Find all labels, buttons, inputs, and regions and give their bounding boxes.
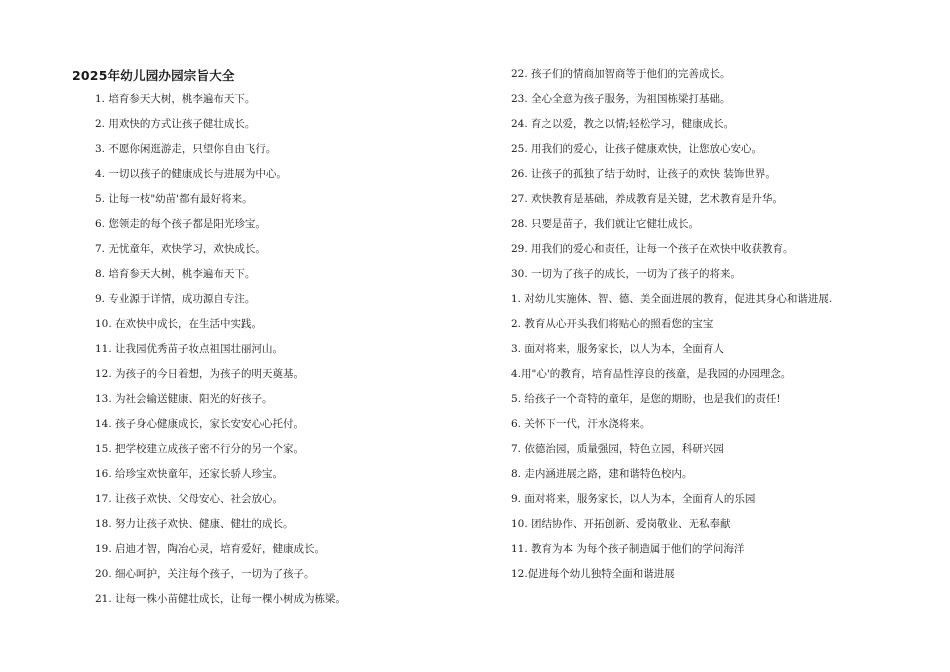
- list-item: 9. 专业源于详情，成功源自专注。: [95, 293, 256, 305]
- list-item: 5. 给孩子一个奇特的童年，是您的期盼，也是我们的责任!: [511, 393, 781, 405]
- list-item: 12. 为孩子的今日着想，为孩子的明天奠基。: [95, 368, 305, 380]
- list-item: 2. 用欢快的方式让孩子健壮成长。: [95, 118, 256, 130]
- list-item: 13. 为社会输送健康、阳光的好孩子。: [95, 393, 273, 405]
- list-item: 3. 面对将来，服务家长，以人为本，全面育人: [511, 343, 724, 355]
- list-item: 24. 育之以爱，教之以情;轻松学习，健康成长。: [511, 118, 735, 130]
- list-item: 6. 您领走的每个孩子都是阳光珍宝。: [95, 218, 266, 230]
- list-item: 21. 让每一株小苗健壮成长，让每一棵小树成为栋梁。: [95, 593, 347, 605]
- list-item: 9. 面对将来，服务家长，以人为本，全面育人的乐园: [511, 493, 756, 505]
- list-item: 1. 对幼儿实施体、智、德、美全面进展的教育，促进其身心和谐进展.: [511, 293, 833, 305]
- list-item: 26. 让孩子的孤独了结于幼时，让孩子的欢快 装饰世界。: [511, 168, 776, 180]
- list-item: 19. 启迪才智，陶冶心灵，培育爱好，健康成长。: [95, 543, 326, 555]
- list-item: 23. 全心全意为孩子服务，为祖国栋梁打基础。: [511, 93, 731, 105]
- list-item: 29. 用我们的爱心和责任，让每一个孩子在欢快中收获教育。: [511, 243, 794, 255]
- right-column-list: [511, 66, 931, 591]
- list-item: 27. 欢快教育是基础，养成教育是关键，艺术教育是升华。: [511, 193, 784, 205]
- list-item: 17. 让孩子欢快、父母安心、社会放心。: [95, 493, 284, 505]
- list-item: 1. 培育参天大树，桃李遍布天下。: [95, 93, 256, 105]
- list-item: 7. 无忧童年，欢快学习，欢快成长。: [95, 243, 266, 255]
- list-item: 6. 关怀下一代，汗水浇将来。: [511, 418, 651, 430]
- list-item: 10. 团结协作、开拓创新、爱岗敬业、无私奉献: [511, 518, 731, 530]
- document-title: 2025年幼儿园办园宗旨大全: [72, 68, 235, 83]
- list-item: 3. 不愿你闲逛游走，只望你自由飞行。: [95, 143, 277, 155]
- list-item: 11. 让我园优秀苗子妆点祖国壮丽河山。: [95, 343, 284, 355]
- list-item: 12.促进每个幼儿独特全面和谐进展: [511, 568, 675, 580]
- list-item: 7. 依德治园，质量强园，特色立园，科研兴园: [511, 443, 724, 455]
- list-item: 25. 用我们的爱心，让孩子健康欢快，让您放心安心。: [511, 143, 763, 155]
- list-item: 22. 孩子们的情商加智商等于他们的完善成长。: [511, 68, 731, 80]
- list-item: 30. 一切为了孩子的成长，一切为了孩子的将来。: [511, 268, 742, 280]
- left-column-list: [95, 91, 475, 616]
- list-item: 28. 只要是苗子，我们就让它健壮成长。: [511, 218, 700, 230]
- list-item: 5. 让每一枝"幼苗'都有最好将来。: [95, 193, 253, 205]
- list-item: 4. 一切以孩子的健康成长与进展为中心。: [95, 168, 287, 180]
- list-item: 4.用"心'的教育，培育品性淳良的孩童，是我园的办园理念。: [511, 368, 792, 380]
- list-item: 8. 走内涵进展之路，建和谐特色校内。: [511, 468, 693, 480]
- list-item: 2. 教育从心开头我们将贴心的照看您的宝宝: [511, 318, 714, 330]
- list-item: 18. 努力让孩子欢快、健康、健壮的成长。: [95, 518, 294, 530]
- list-item: 15. 把学校建立成孩子密不行分的另一个家。: [95, 443, 305, 455]
- list-item: 20. 细心呵护，关注每个孩子，一切为了孩子。: [95, 568, 315, 580]
- list-item: 8. 培育参天大树，桃李遍布天下。: [95, 268, 256, 280]
- list-item: 16. 给珍宝欢快童年，还家长骄人珍宝。: [95, 468, 284, 480]
- list-item: 10. 在欢快中成长，在生活中实践。: [95, 318, 263, 330]
- list-item: 14. 孩子身心健康成长，家长安安心心托付。: [95, 418, 305, 430]
- list-item: 11. 教育为本 为每个孩子制造属于他们的学问海洋: [511, 543, 745, 555]
